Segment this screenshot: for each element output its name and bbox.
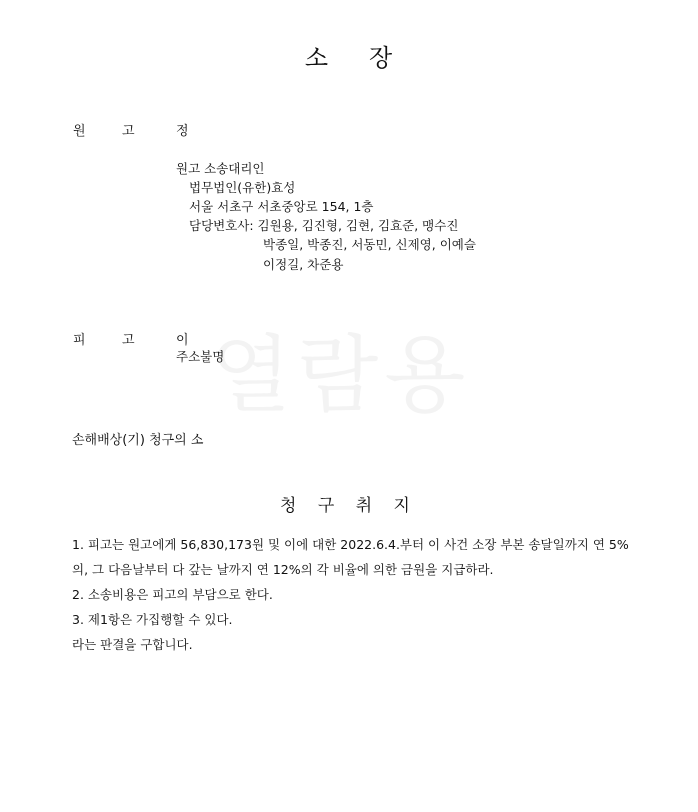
- title-char-2: 장: [369, 44, 394, 72]
- defendant-address: 주소불명: [176, 349, 225, 364]
- claim-item-1-line-2: 의, 그 다음날부터 다 갚는 날까지 연 12%의 각 비율에 의한 금원을 지급하라.: [72, 562, 494, 577]
- document-title: [0, 38, 698, 73]
- plaintiff-firm: 법무법인(유한)효성: [189, 180, 296, 195]
- plaintiff-lawyers-line-3: 이정길, 차준용: [263, 257, 344, 272]
- defendant-label-2: 고: [122, 333, 135, 348]
- defendant-name: 이: [176, 333, 189, 348]
- title-char-1: 소: [304, 44, 329, 72]
- plaintiff-address: 서울 서초구 서초중앙로 154, 1층: [189, 199, 374, 214]
- defendant-label-1: 피: [73, 333, 86, 348]
- case-name: 손해배상(기) 청구의 소: [72, 433, 204, 448]
- claim-item-3: 3. 제1항은 가집행할 수 있다.: [72, 612, 233, 627]
- claim-item-2: 2. 소송비용은 피고의 부담으로 한다.: [72, 587, 273, 602]
- plaintiff-lawyers-line-2: 박종일, 박종진, 서동민, 신제영, 이예슬: [263, 237, 476, 252]
- claims-heading: 청 구 취 지: [280, 496, 418, 516]
- plaintiff-label-2: 고: [122, 124, 135, 139]
- plaintiff-name: 정: [176, 124, 189, 139]
- watermark: 열람용: [210, 326, 472, 424]
- closing-statement: 라는 판결을 구합니다.: [72, 637, 193, 652]
- plaintiff-lawyers-line-1: 담당변호사: 김원용, 김진형, 김현, 김효준, 맹수진: [189, 218, 459, 233]
- claim-item-1-line-1: 1. 피고는 원고에게 56,830,173원 및 이에 대한 2022.6.4.부터 이 사건 소장 부본 송달일까지 연 5%: [72, 537, 629, 552]
- plaintiff-rep-title: 원고 소송대리인: [176, 161, 265, 176]
- plaintiff-label-1: 원: [73, 124, 86, 139]
